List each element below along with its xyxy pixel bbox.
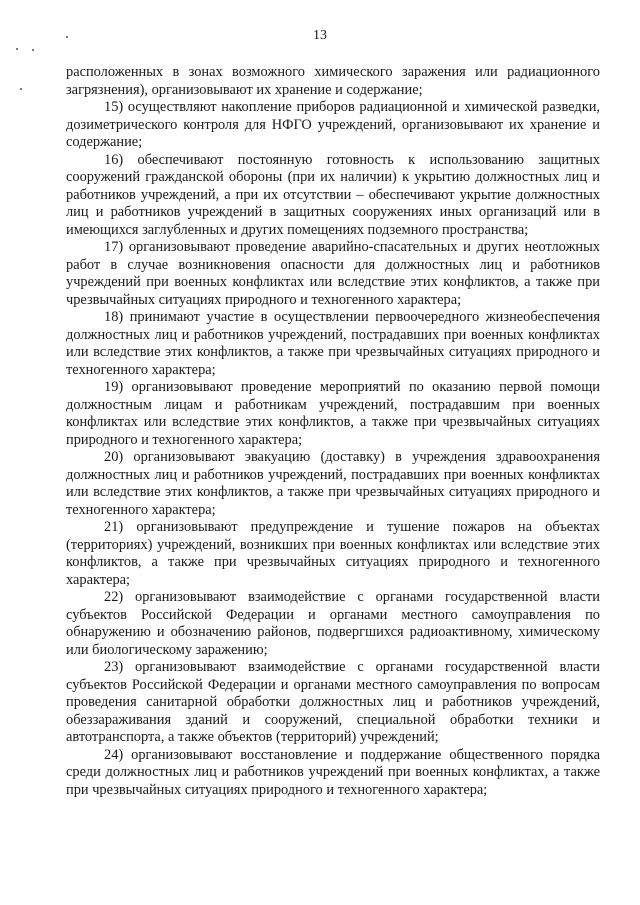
paragraph-item-24: 24) организовывают восстановление и поддержание общественного порядка среди должностных лиц и работников учреждений при военных конфликтах, а также при чрезвычайных ситуациях природного и техногенного характера; bbox=[66, 746, 600, 798]
paragraph-item-15: 15) осуществляют накопление приборов радиационной и химической разведки, дозиметрического контроля для НФГО учреждений, организовывают их хранение и содержание; bbox=[66, 99, 600, 150]
paragraph-item-18: 18) принимают участие в осуществлении первоочередного жизнеобеспечения должностных лиц и работников учреждений, пострадавших при военных конфликтах или вследствие этих конфликтов, а также при чрезвычайных ситуациях природного и техногенного характера; bbox=[66, 309, 600, 378]
paragraph-item-23: 23) организовывают взаимодействие с органами государственной власти субъектов Российской Федерации и органами местного самоуправления по вопросам проведения санитарной обработки должностных лиц и работников учреждений, обеззараживания зданий и сооружений, специальной обработки техники и автотранспорта, а также объектов (территорий) учреждений; bbox=[66, 659, 600, 745]
paragraph-item-19: 19) организовывают проведение мероприятий по оказанию первой помощи должностным лицам и работникам учреждений, пострадавшим при военных конфликтах или вследствие этих конфликтов, а также при чрезвычайных ситуациях природного и техногенного характера; bbox=[66, 379, 600, 448]
paragraph-continuation: расположенных в зонах возможного химического заражения или радиационного загрязнения), организовывают их хранение и содержание; bbox=[66, 64, 600, 98]
paragraph-item-22: 22) организовывают взаимодействие с органами государственной власти субъектов Российской Федерации и органами местного самоуправления по обнаружению и обозначению районов, подвергшихся радиоактивному, химическому или биологическому заражению; bbox=[66, 589, 600, 658]
scan-speck bbox=[20, 88, 22, 90]
paragraph-item-20: 20) организовывают эвакуацию (доставку) в учреждения здравоохранения должностных лиц и работников учреждений, пострадавших при военных конфликтах или вследствие этих конфликтов, а также при чрезвычайных ситуациях природного и техногенного характера; bbox=[66, 449, 600, 518]
paragraph-item-16: 16) обеспечивают постоянную готовность к использованию защитных сооружений гражданской обороны (при их наличии) к укрытию должностных лиц и работников учреждений, а при их отсутствии – обеспечивают укрытие должностных лиц и работников учреждений в защитных сооружениях иных организаций или в имеющихся заглубленных и других помещениях подземного пространства; bbox=[66, 151, 600, 238]
paragraph-item-17: 17) организовывают проведение аварийно-спасательных и других неотложных работ в случае возникновения опасности для должностных лиц и работников учреждений при военных конфликтах или вследствие этих конфликтов, а также при чрезвычайных ситуациях природного и техногенного характера; bbox=[66, 239, 600, 308]
page-number: 13 bbox=[313, 28, 327, 43]
scan-speck bbox=[32, 49, 34, 51]
paragraph-item-21: 21) организовывают предупреждение и тушение пожаров на объектах (территориях) учреждений, возникших при военных конфликтах или вследствие этих конфликтов, а также при чрезвычайных ситуациях природного и техногенного характера; bbox=[66, 519, 600, 588]
scan-speck bbox=[16, 48, 18, 50]
document-body bbox=[66, 64, 600, 799]
